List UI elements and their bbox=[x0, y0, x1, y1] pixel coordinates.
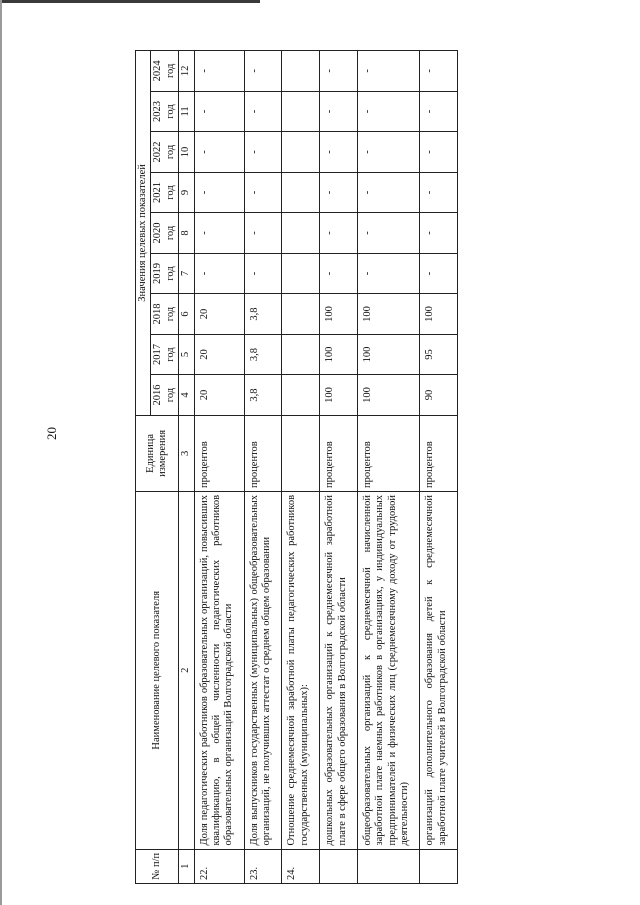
header-unit: Единица измерения bbox=[136, 415, 179, 491]
value-2022: - bbox=[244, 132, 282, 173]
value-2017: 100 bbox=[320, 334, 358, 375]
value-2019: - bbox=[244, 253, 282, 294]
indicator-name: Доля выпускников государственных (муниципальных) общеобразовательных организаций, не получивших аттестат о среднем общем образовании bbox=[244, 491, 282, 849]
header-year: 2024 год bbox=[151, 51, 179, 92]
row-number bbox=[420, 849, 458, 883]
value-2021: - bbox=[320, 172, 358, 213]
value-2018: 100 bbox=[320, 294, 358, 335]
header-values-group: Значения целевых показателей bbox=[136, 51, 151, 416]
value-2021 bbox=[282, 172, 320, 213]
value-2016: 3,8 bbox=[244, 375, 282, 416]
indicator-name: Доля педагогических работников образовательных организаций, повысивших квалификацию, в общей численности педагогических работников образовательных организаций Волгоградской области bbox=[194, 491, 244, 849]
header-indicator-name: Наименование целевого показателя bbox=[136, 491, 179, 849]
header-year: 2023 год bbox=[151, 91, 179, 132]
column-number: 8 bbox=[179, 213, 194, 254]
value-2021: - bbox=[420, 172, 458, 213]
column-number: 11 bbox=[179, 91, 194, 132]
unit: процентов bbox=[244, 415, 282, 491]
value-2016: 100 bbox=[320, 375, 358, 416]
header-row-top bbox=[136, 51, 151, 884]
row-number: 24. bbox=[282, 849, 320, 883]
value-2023: - bbox=[420, 91, 458, 132]
value-2016 bbox=[282, 375, 320, 416]
row-number: 23. bbox=[244, 849, 282, 883]
value-2021: - bbox=[194, 172, 244, 213]
value-2020: - bbox=[320, 213, 358, 254]
column-number: 10 bbox=[179, 132, 194, 173]
value-2016: 20 bbox=[194, 375, 244, 416]
value-2024: - bbox=[357, 51, 420, 92]
indicator-name: организаций дополнительного образования детей к среднемесячной заработной плате учителей в Волгоградской области bbox=[420, 491, 458, 849]
table-row bbox=[282, 51, 320, 884]
value-2020: - bbox=[420, 213, 458, 254]
value-2023 bbox=[282, 91, 320, 132]
header-year: 2021 год bbox=[151, 172, 179, 213]
column-number: 6 bbox=[179, 294, 194, 335]
value-2018: 100 bbox=[357, 294, 420, 335]
target-indicators-table bbox=[135, 50, 458, 884]
table-row bbox=[357, 51, 420, 884]
value-2017: 3,8 bbox=[244, 334, 282, 375]
column-number: 1 bbox=[179, 849, 194, 883]
value-2020: - bbox=[194, 213, 244, 254]
table-row bbox=[420, 51, 458, 884]
indicator-name: Отношение среднемесячной заработной платы педагогических работников государственных (муниципальных): bbox=[282, 491, 320, 849]
value-2019: - bbox=[194, 253, 244, 294]
value-2020: - bbox=[357, 213, 420, 254]
value-2022: - bbox=[320, 132, 358, 173]
scan-edge-left bbox=[0, 0, 2, 905]
value-2021: - bbox=[244, 172, 282, 213]
value-2022 bbox=[282, 132, 320, 173]
header-year: 2016 год bbox=[151, 375, 179, 416]
value-2023: - bbox=[244, 91, 282, 132]
value-2018: 3,8 bbox=[244, 294, 282, 335]
value-2019: - bbox=[420, 253, 458, 294]
value-2024 bbox=[282, 51, 320, 92]
value-2024: - bbox=[320, 51, 358, 92]
value-2024: - bbox=[244, 51, 282, 92]
column-number: 2 bbox=[179, 491, 194, 849]
unit: процентов bbox=[320, 415, 358, 491]
value-2024: - bbox=[194, 51, 244, 92]
value-2018: 100 bbox=[420, 294, 458, 335]
scan-edge-top bbox=[0, 0, 260, 3]
indicator-name: дошкольных образовательных организаций к среднемесячной заработной плате в сфере общего образования в Волгоградской области bbox=[320, 491, 358, 849]
header-year: 2018 год bbox=[151, 294, 179, 335]
value-2020: - bbox=[244, 213, 282, 254]
value-2018 bbox=[282, 294, 320, 335]
table-row bbox=[320, 51, 358, 884]
header-year: 2020 год bbox=[151, 213, 179, 254]
page-number: 20 bbox=[44, 427, 59, 440]
table-row bbox=[194, 51, 244, 884]
value-2022: - bbox=[420, 132, 458, 173]
row-number bbox=[320, 849, 358, 883]
value-2023: - bbox=[357, 91, 420, 132]
unit: процентов bbox=[194, 415, 244, 491]
unit bbox=[282, 415, 320, 491]
unit: процентов bbox=[357, 415, 420, 491]
header-year: 2022 год bbox=[151, 132, 179, 173]
column-numbers-row bbox=[179, 51, 194, 884]
column-number: 7 bbox=[179, 253, 194, 294]
value-2019: - bbox=[357, 253, 420, 294]
table-row bbox=[244, 51, 282, 884]
value-2022: - bbox=[194, 132, 244, 173]
row-number: 22. bbox=[194, 849, 244, 883]
value-2016: 90 bbox=[420, 375, 458, 416]
value-2020 bbox=[282, 213, 320, 254]
header-number: № п/п bbox=[136, 849, 179, 883]
value-2019 bbox=[282, 253, 320, 294]
value-2022: - bbox=[357, 132, 420, 173]
column-number: 3 bbox=[179, 415, 194, 491]
value-2017: 20 bbox=[194, 334, 244, 375]
unit: процентов bbox=[420, 415, 458, 491]
value-2023: - bbox=[194, 91, 244, 132]
value-2017: 95 bbox=[420, 334, 458, 375]
column-number: 12 bbox=[179, 51, 194, 92]
header-year: 2017 год bbox=[151, 334, 179, 375]
value-2019: - bbox=[320, 253, 358, 294]
value-2017 bbox=[282, 334, 320, 375]
value-2018: 20 bbox=[194, 294, 244, 335]
column-number: 5 bbox=[179, 334, 194, 375]
value-2021: - bbox=[357, 172, 420, 213]
value-2024: - bbox=[420, 51, 458, 92]
value-2023: - bbox=[320, 91, 358, 132]
value-2016: 100 bbox=[357, 375, 420, 416]
row-number bbox=[357, 849, 420, 883]
header-year: 2019 год bbox=[151, 253, 179, 294]
column-number: 4 bbox=[179, 375, 194, 416]
indicator-name: общеобразовательных организаций к среднемесячной начисленной заработной плате наемных работников в организациях, у индивидуальных предпринимателей и физических лиц (среднемесячному доходу от трудовой деятельности) bbox=[357, 491, 420, 849]
value-2017: 100 bbox=[357, 334, 420, 375]
column-number: 9 bbox=[179, 172, 194, 213]
